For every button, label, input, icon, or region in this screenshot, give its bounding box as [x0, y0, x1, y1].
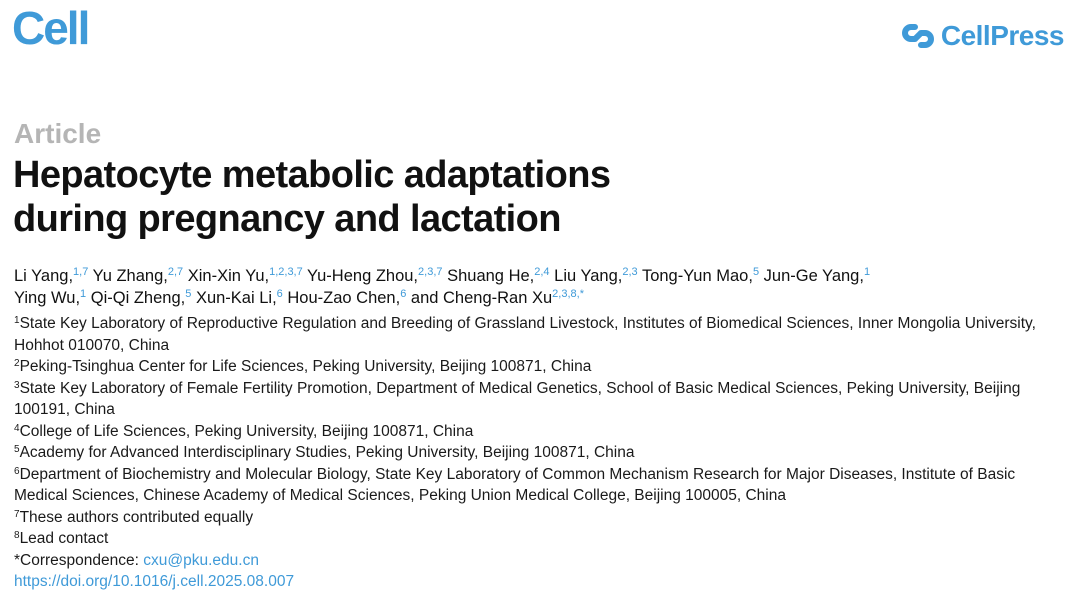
- author: Liu Yang,$^{2,3}$: [554, 266, 638, 285]
- author-list: [14, 265, 1070, 309]
- journal-logo: Cell: [12, 2, 89, 54]
- author: Yu-Heng Zhou,$^{2,3,7}$: [307, 266, 443, 285]
- author: Xin-Xin Yu,$^{1,2,3,7}$: [187, 266, 303, 285]
- affiliation-item: $^8$Lead contact: [14, 530, 109, 547]
- author: Li Yang,$^{1,7}$: [14, 266, 89, 285]
- correspondence-label: *Correspondence:: [14, 551, 144, 569]
- author: Qi-Qi Zheng,$^5$: [90, 288, 192, 307]
- affiliation-item: $^6$Department of Biochemistry and Molecular Biology, State Key Laboratory of Common Mechanism Research for Major Diseases, Institute of Basic Medical Sciences, Chinese Academy of Medical Sciences, Peking Union Medical College, Beijing 100005, China: [14, 465, 1016, 504]
- author: Shuang He,$^{2,4}$: [447, 266, 550, 285]
- affiliation-item: $^7$These authors contributed equally: [14, 508, 254, 526]
- doi: [14, 571, 1070, 593]
- author: Hou-Zao Chen,$^6$: [287, 288, 407, 307]
- affiliation-item: $^2$Peking-Tsinghua Center for Life Sciences, Peking University, Beijing 100871, China: [14, 358, 592, 375]
- affiliation-item: $^1$State Key Laboratory of Reproductive Regulation and Breeding of Grassland Livestock, Institutes of Biomedical Sciences, Inner Mongolia University, Hohhot 010070, China: [14, 315, 1036, 354]
- publisher-name: CellPress: [940, 20, 1064, 51]
- author: Yu Zhang,$^{2,7}$: [92, 266, 184, 285]
- author: and Cheng-Ran $Xu^{2,3,8,*}$: [410, 288, 584, 307]
- title-line-2: during pregnancy and lactation: [13, 198, 561, 240]
- affiliation-item: $^5$Academy for Advanced Interdisciplinary Studies, Peking University, Beijing 100871, China: [14, 444, 635, 461]
- doi-link[interactable]: https://doi.org/10.1016/j.cell.2025.08.007: [14, 573, 295, 590]
- author: Tong-Yun Mao,$^5$: [641, 266, 760, 285]
- correspondence-email-link[interactable]: cxu@pku.edu.cn: [143, 551, 259, 569]
- article-title: [13, 153, 1063, 241]
- title-line-1: Hepatocyte metabolic adaptations: [13, 154, 611, 196]
- author: Xun-Kai Li,$^6$: [195, 288, 283, 307]
- affiliation-item: $^4$College of Life Sciences, Peking University, Beijing 100871, China: [14, 422, 474, 440]
- affiliations: [14, 313, 1070, 593]
- publisher-logo: [901, 16, 1064, 56]
- author: Jun-Ge Yang,$^1$: [763, 266, 871, 285]
- correspondence: [14, 550, 1070, 572]
- affiliation-item: $^3$State Key Laboratory of Female Fertility Promotion, Department of Medical Genetics, School of Basic Medical Sciences, Peking University, Beijing 100191, China: [14, 379, 1021, 418]
- cellpress-logo-icon: [901, 19, 935, 53]
- article-type: Article: [14, 118, 102, 149]
- author: Ying Wu,$^1$: [14, 288, 87, 307]
